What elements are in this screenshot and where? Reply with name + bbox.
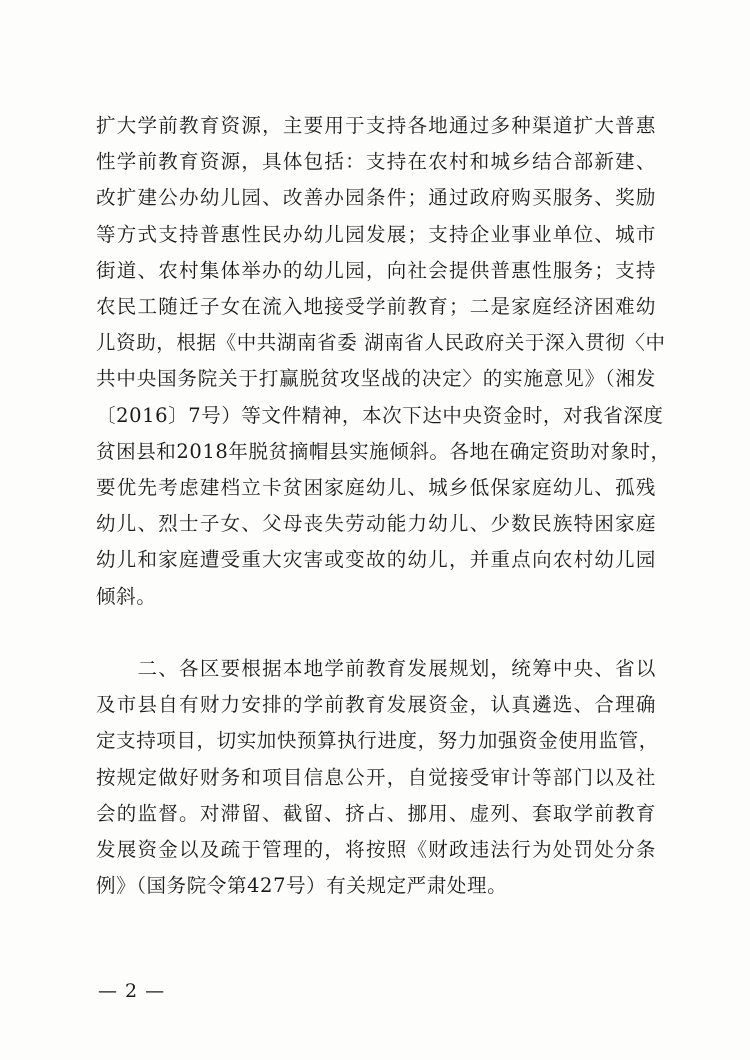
paragraph-2-line: 会的监督。对滞留、截留、挤占、挪用、虚列、套取学前教育 <box>96 801 656 825</box>
paragraph-1-line: 街道、农村集体举办的幼儿园，向社会提供普惠性服务；支持 <box>96 258 656 282</box>
paragraph-2-line: 发展资金以及疏于管理的，将按照《财政违法行为处罚处分条 <box>96 838 656 862</box>
paragraph-1-line: 贫困县和2018年脱贫摘帽县实施倾斜。各地在确定资助对象时， <box>96 439 671 463</box>
paragraph-1-line: 幼儿和家庭遭受重大灾害或变故的幼儿，并重点向农村幼儿园 <box>96 548 656 572</box>
paragraph-1-line: 农民工随迁子女在流入地接受学前教育；二是家庭经济困难幼 <box>96 295 656 319</box>
page-number: — 2 — <box>98 980 166 1002</box>
paragraph-1-line: 要优先考虑建档立卡贫困家庭幼儿、城乡低保家庭幼儿、孤残 <box>96 476 656 500</box>
paragraph-2-line: 按规定做好财务和项目信息公开，自觉接受审计等部门以及社 <box>96 765 656 789</box>
paragraph-2-line: 例》（国务院令第427号）有关规定严肃处理。 <box>96 874 508 898</box>
paragraph-1-line: 幼儿、烈士子女、父母丧失劳动能力幼儿、少数民族特困家庭 <box>96 512 656 536</box>
paragraph-1-line: 性学前教育资源，具体包括：支持在农村和城乡结合部新建、 <box>96 150 656 174</box>
paragraph-1-line: 共中央国务院关于打赢脱贫攻坚战的决定〉的实施意见》（湘发 <box>96 367 656 391</box>
paragraph-2 <box>96 651 659 904</box>
paragraph-2-line: 定支持项目，切实加快预算执行进度，努力加强资金使用监管， <box>96 729 659 753</box>
paragraph-1-line: 扩大学前教育资源，主要用于支持各地通过多种渠道扩大普惠 <box>96 114 656 137</box>
paragraph-1-line: 〔2016〕7号）等文件精神，本次下达中央资金时，对我省深度 <box>96 403 664 427</box>
paragraph-2-line: 二、各区要根据本地学前教育发展规划，统筹中央、省以 <box>96 657 656 680</box>
paragraph-2-line: 及市县自有财力安排的学前教育发展资金，认真遴选、合理确 <box>96 693 656 717</box>
paragraph-1 <box>96 108 671 615</box>
paragraph-1-line: 倾斜。 <box>96 584 157 608</box>
paragraph-1-line: 等方式支持普惠性民办幼儿园发展；支持企业事业单位、城市 <box>96 222 656 246</box>
paragraph-1-line: 改扩建公办幼儿园、改善办园条件；通过政府购买服务、奖励 <box>96 186 656 210</box>
paragraph-1-line: 儿资助，根据《中共湖南省委 湖南省人民政府关于深入贯彻〈中 <box>96 331 666 355</box>
